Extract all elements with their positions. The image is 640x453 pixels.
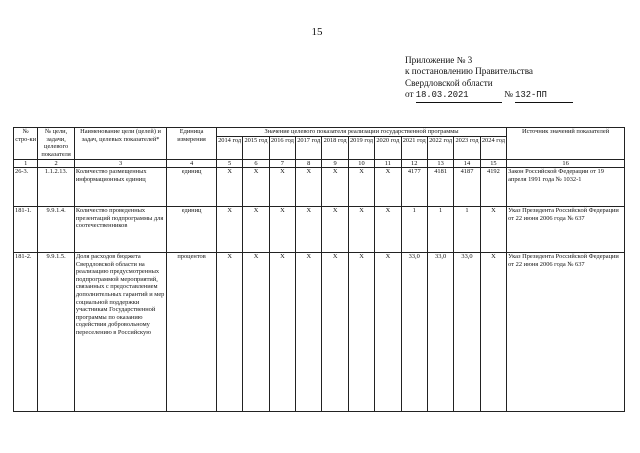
value-cell: X	[375, 253, 401, 412]
header-values-group: Значение целевого показателя реализации государственной программы	[216, 128, 506, 137]
header-year: 2015 год	[243, 137, 269, 160]
page-number: 15	[311, 26, 323, 38]
goal-number: 1.1.2.13.	[38, 168, 75, 207]
header-year: 2020 год	[375, 137, 401, 160]
value-cell: X	[216, 168, 242, 207]
header-year: 2022 год	[427, 137, 453, 160]
value-cell: 1	[401, 207, 427, 253]
table-row	[14, 168, 625, 207]
value-cell: X	[216, 253, 242, 412]
table-row	[14, 253, 625, 412]
appendix-title: Приложение № 3	[405, 55, 473, 65]
header-goal-num: № цели, задачи, целевого показателя	[38, 128, 75, 160]
row-number: 181-1.	[14, 207, 38, 253]
value-cell: X	[348, 207, 374, 253]
unit: процентов	[167, 253, 217, 412]
appendix-header	[405, 55, 573, 103]
indicator-name: Доля расходов бюджета Свердловской области на реализацию предусмотренных подпрограммой мероприятий, связанных с предоставлением дополнительных гарантий и мер социальной поддержки участникам Государственной программы по оказанию содействия добровольному переселению в Российскую	[74, 253, 166, 412]
appendix-date-line	[405, 89, 573, 102]
value-cell: X	[243, 253, 269, 412]
value-cell: X	[269, 253, 295, 412]
value-cell: 33,0	[401, 253, 427, 412]
value-cell: X	[296, 168, 322, 207]
header-year: 2017 год	[296, 137, 322, 160]
targets-table	[13, 127, 625, 412]
header-year: 2023 год	[454, 137, 480, 160]
header-year: 2014 год	[216, 137, 242, 160]
decree-number: 132-ПП	[515, 90, 547, 101]
column-number: 2	[38, 160, 75, 168]
indicator-name: Количество проведенных презентаций подпрограммы для соотечественников	[74, 207, 166, 253]
row-number: 181-2.	[14, 253, 38, 412]
header-row-num: № стро-ки	[14, 128, 38, 160]
appendix-region-line: Свердловской области	[405, 77, 493, 88]
value-cell: X	[216, 207, 242, 253]
value-cell: X	[480, 207, 506, 253]
column-number: 6	[243, 160, 269, 168]
value-cell: X	[269, 168, 295, 207]
column-number: 15	[480, 160, 506, 168]
number-label: №	[504, 89, 513, 100]
goal-number: 9.9.1.5.	[38, 253, 75, 412]
value-cell: X	[480, 253, 506, 412]
value-cell: X	[296, 253, 322, 412]
value-cell: X	[375, 168, 401, 207]
source-cell: Указ Президента Российской Федерации от 22 июня 2006 года № 637	[507, 253, 625, 412]
table-row	[14, 207, 625, 253]
column-number: 13	[427, 160, 453, 168]
value-cell: 33,0	[427, 253, 453, 412]
value-cell: X	[322, 168, 348, 207]
column-number: 16	[507, 160, 625, 168]
goal-number: 9.9.1.4.	[38, 207, 75, 253]
header-name: Наименование цели (целей) и задач, целевых показателей*	[74, 128, 166, 160]
value-cell: X	[348, 253, 374, 412]
column-number: 3	[74, 160, 166, 168]
header-unit: Единица измерения	[167, 128, 217, 160]
indicator-name: Количество размещенных информационных единиц	[74, 168, 166, 207]
decree-date: 18.03.2021	[415, 90, 469, 101]
unit: единиц	[167, 168, 217, 207]
header-source: Источник значений показателей	[507, 128, 625, 160]
appendix-decree-line: к постановлению Правительства	[405, 66, 533, 77]
value-cell: 4177	[401, 168, 427, 207]
source-cell: Указ Президента Российской Федерации от 22 июня 2006 года № 637	[507, 207, 625, 253]
column-number: 5	[216, 160, 242, 168]
column-number: 11	[375, 160, 401, 168]
column-number: 10	[348, 160, 374, 168]
column-numbers-row	[14, 160, 625, 168]
value-cell: 1	[427, 207, 453, 253]
value-cell: X	[243, 168, 269, 207]
column-number: 12	[401, 160, 427, 168]
value-cell: X	[269, 207, 295, 253]
unit: единиц	[167, 207, 217, 253]
header-year: 2021 год	[401, 137, 427, 160]
value-cell: 33,0	[454, 253, 480, 412]
from-label: от	[405, 89, 414, 100]
value-cell: X	[348, 168, 374, 207]
header-year: 2018 год	[322, 137, 348, 160]
source-cell: Закон Российской Федерации от 19 апреля 1991 года № 1032-1	[507, 168, 625, 207]
column-number: 9	[322, 160, 348, 168]
header-year: 2019 год	[348, 137, 374, 160]
header-year: 2024 год	[480, 137, 506, 160]
value-cell: 4181	[427, 168, 453, 207]
row-number: 26-3.	[14, 168, 38, 207]
value-cell: 1	[454, 207, 480, 253]
value-cell: X	[322, 207, 348, 253]
column-number: 14	[454, 160, 480, 168]
value-cell: X	[296, 207, 322, 253]
value-cell: 4187	[454, 168, 480, 207]
value-cell: X	[243, 207, 269, 253]
column-number: 7	[269, 160, 295, 168]
header-year: 2016 год	[269, 137, 295, 160]
column-number: 4	[167, 160, 217, 168]
column-number: 8	[296, 160, 322, 168]
value-cell: 4192	[480, 168, 506, 207]
value-cell: X	[375, 207, 401, 253]
column-number: 1	[14, 160, 38, 168]
value-cell: X	[322, 253, 348, 412]
table-header-row	[14, 128, 625, 137]
